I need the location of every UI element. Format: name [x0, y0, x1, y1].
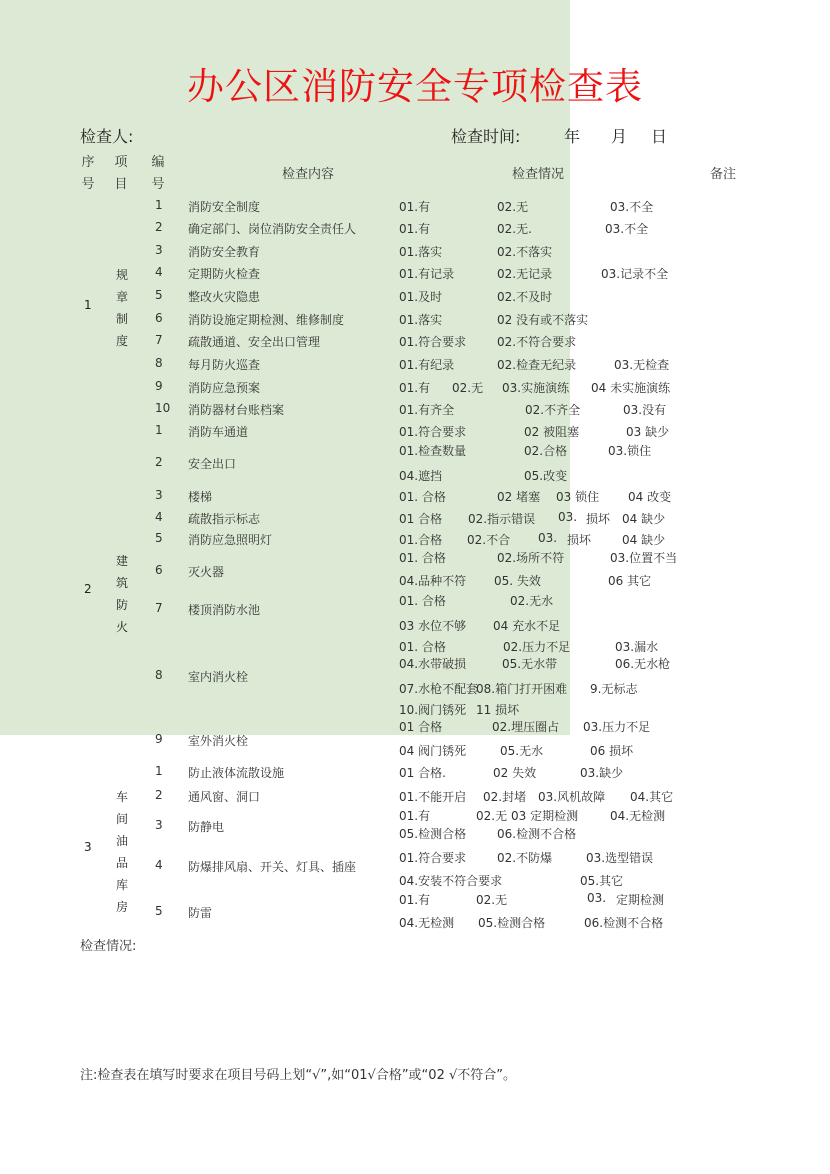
row-content: 灭火器: [188, 565, 225, 579]
section-name-char: 规: [115, 268, 128, 282]
section-name-char: 库: [115, 878, 128, 892]
row-number: 1: [155, 198, 163, 212]
check-option: 01.及时: [399, 290, 443, 304]
check-option: 02.无: [497, 200, 529, 214]
section-name-char: 油: [115, 834, 128, 848]
header-item-char: 目: [114, 177, 128, 192]
row-content: 确定部门、岗位消防安全责任人: [188, 222, 357, 236]
row-number: 4: [155, 510, 163, 524]
check-option: 03.不全: [605, 222, 649, 236]
section-name: [114, 550, 130, 638]
check-option: 01.有: [399, 381, 431, 395]
section-name-char: 章: [115, 290, 128, 304]
section-name-char: 筑: [115, 576, 128, 590]
row-content: 防止液体流散设施: [188, 766, 285, 780]
row-number: 10: [155, 401, 171, 415]
row-number: 4: [155, 858, 163, 872]
check-option: 06.检测不合格: [584, 916, 664, 930]
check-option: 01 合格.: [399, 766, 446, 780]
check-option: 04 缺少: [622, 512, 666, 526]
section-seq: 1: [84, 298, 92, 312]
time-label: 检查时间:: [451, 127, 521, 146]
check-option: 01.有: [399, 200, 431, 214]
check-option: 03.实施演练: [502, 381, 570, 395]
check-option: 02.埋压圈占: [492, 720, 560, 734]
check-option: 02.不落实: [497, 245, 553, 259]
check-option: 损坏: [567, 533, 592, 547]
check-option: 05.无水带: [502, 657, 558, 671]
background-shade: [0, 0, 570, 735]
check-option: 04 改变: [628, 490, 672, 504]
check-option: 9.无标志: [590, 682, 638, 696]
row-number: 9: [155, 732, 163, 746]
row-content: 疏散指示标志: [188, 512, 261, 526]
check-option: 02.不符合要求: [497, 335, 577, 349]
row-content: 整改火灾隐患: [188, 290, 261, 304]
time-month: 月: [611, 127, 628, 146]
section-name: [114, 264, 130, 352]
check-option: 01.落实: [399, 313, 443, 327]
check-option: 02.不防爆: [497, 851, 553, 865]
check-option: 02 失效: [493, 766, 537, 780]
check-option: 04.无检测: [610, 809, 666, 823]
row-content: 室外消火栓: [188, 734, 249, 748]
check-option: 05.无水: [500, 744, 544, 758]
check-option: 03.无检查: [614, 358, 670, 372]
check-option: 03.: [538, 531, 558, 545]
row-content: 疏散通道、安全出口管理: [188, 335, 321, 349]
check-option: 11 损坏: [476, 703, 520, 717]
row-number: 8: [155, 356, 163, 370]
page-title: 办公区消防安全专项检查表: [187, 65, 643, 108]
row-content: 消防安全制度: [188, 200, 261, 214]
row-number: 5: [155, 904, 163, 918]
section-name-char: 防: [115, 598, 128, 612]
check-option: 04 充水不足: [493, 619, 561, 633]
row-number: 7: [155, 333, 163, 347]
row-number: 1: [155, 423, 163, 437]
header-remark: 备注: [710, 167, 737, 182]
section-name-char: 火: [115, 620, 128, 634]
row-number: 7: [155, 601, 163, 615]
check-option: 02.无水: [510, 594, 554, 608]
row-content: 安全出口: [188, 457, 237, 471]
check-option: 01.有记录: [399, 267, 455, 281]
check-option: 03 锁住: [556, 490, 600, 504]
row-number: 9: [155, 379, 163, 393]
check-option: 02.无: [452, 381, 484, 395]
check-option: 05.检测合格: [478, 916, 546, 930]
row-number: 5: [155, 288, 163, 302]
check-option: 01.落实: [399, 245, 443, 259]
check-option: 03 水位不够: [399, 619, 467, 633]
check-option: 01.符合要求: [399, 425, 467, 439]
check-option: 03.: [558, 510, 578, 524]
check-option: 04.其它: [630, 790, 674, 804]
check-option: 05.改变: [524, 469, 568, 483]
section-name: [114, 786, 130, 918]
row-content: 室内消火栓: [188, 670, 249, 684]
header-seq: [80, 152, 96, 196]
check-option: 04.水带破损: [399, 657, 467, 671]
inspector-label: 检查人:: [80, 127, 134, 146]
section-name-char: 品: [115, 856, 128, 870]
row-content: 防雷: [188, 906, 213, 920]
section-name-char: 制: [115, 312, 128, 326]
row-content: 楼梯: [188, 490, 213, 504]
check-option: 03.漏水: [615, 640, 659, 654]
check-option: 03.: [587, 891, 607, 905]
section-name-char: 建: [115, 554, 128, 568]
check-option: 01.符合要求: [399, 851, 467, 865]
check-option: 08.箱门打开困难: [476, 682, 568, 696]
findings-label: 检查情况:: [80, 939, 137, 954]
row-number: 3: [155, 243, 163, 257]
header-status: 检查情况: [512, 167, 565, 182]
check-option: 04.安装不符合要求: [399, 874, 503, 888]
header-code: [150, 152, 166, 196]
time-day: 日: [651, 127, 668, 146]
row-content: 消防安全教育: [188, 245, 261, 259]
row-number: 6: [155, 563, 163, 577]
check-option: 01. 合格: [399, 640, 446, 654]
check-option: 02.无.: [497, 222, 532, 236]
section-name-char: 房: [115, 900, 128, 914]
row-number: 1: [155, 764, 163, 778]
row-number: 8: [155, 668, 163, 682]
check-option: 02.无: [476, 893, 508, 907]
row-number: 5: [155, 531, 163, 545]
check-option: 03.不全: [610, 200, 654, 214]
header-item-char: 项: [114, 155, 128, 170]
check-option: 03.压力不足: [583, 720, 651, 734]
check-option: 03.选型错误: [586, 851, 654, 865]
check-option: 01.有纪录: [399, 358, 455, 372]
check-option: 01. 合格: [399, 551, 446, 565]
check-option: 损坏: [586, 512, 611, 526]
section-name-char: 车: [115, 790, 128, 804]
row-number: 2: [155, 455, 163, 469]
check-option: 02 堵塞: [497, 490, 541, 504]
row-content: 通风窗、洞口: [188, 790, 261, 804]
check-option: 04.无检测: [399, 916, 455, 930]
check-option: 05.其它: [580, 874, 624, 888]
check-option: 04 阀门锈死: [399, 744, 467, 758]
row-content: 楼顶消防水池: [188, 603, 261, 617]
header-seq-char: 序: [81, 155, 95, 170]
check-option: 06.无水枪: [615, 657, 671, 671]
check-option: 05.检测合格: [399, 827, 467, 841]
check-option: 02 被阻塞: [524, 425, 580, 439]
check-option: 05. 失效: [494, 574, 541, 588]
check-option: 04.品种不符: [399, 574, 467, 588]
row-content: 定期防火检查: [188, 267, 261, 281]
check-option: 03.位置不当: [610, 551, 678, 565]
row-content: 消防车通道: [188, 425, 249, 439]
header-item: [113, 152, 129, 196]
check-option: 01 合格: [399, 720, 443, 734]
row-content: 消防应急照明灯: [188, 533, 273, 547]
header-code-char: 号: [151, 177, 165, 192]
check-option: 02.压力不足: [503, 640, 571, 654]
check-option: 04 未实施演练: [591, 381, 671, 395]
row-number: 3: [155, 818, 163, 832]
check-option: 02.指示错误: [468, 512, 536, 526]
check-option: 04.遮挡: [399, 469, 443, 483]
check-option: 03.锁住: [608, 444, 652, 458]
check-option: 02.检查无纪录: [497, 358, 577, 372]
check-option: 02.不合: [467, 533, 511, 547]
time-year: 年: [564, 127, 581, 146]
row-number: 3: [155, 488, 163, 502]
row-content: 消防应急预案: [188, 381, 261, 395]
check-option: 03.记录不全: [601, 267, 669, 281]
check-option: 02.合格: [524, 444, 568, 458]
check-option: 02.不及时: [497, 290, 553, 304]
check-option: 02 没有或不落实: [497, 313, 589, 327]
check-option: 01.合格: [399, 533, 443, 547]
check-option: 01.有: [399, 222, 431, 236]
row-number: 4: [155, 265, 163, 279]
check-option: 03 定期检测: [511, 809, 579, 823]
check-option: 01.有: [399, 809, 431, 823]
check-option: 01.符合要求: [399, 335, 467, 349]
section-seq: 2: [84, 582, 92, 596]
check-option: 10.阀门锈死: [399, 703, 467, 717]
check-option: 06 其它: [608, 574, 652, 588]
check-option: 07.水枪不配套: [399, 682, 479, 696]
check-option: 03.没有: [623, 403, 667, 417]
check-option: 02.场所不符: [497, 551, 565, 565]
check-option: 定期检测: [616, 893, 665, 907]
row-content: 消防器材台账档案: [188, 403, 285, 417]
footnote: 注:检查表在填写时要求在项目号码上划“√”,如“01√合格”或“02 √不符合”。: [80, 1068, 516, 1083]
row-content: 防静电: [188, 820, 225, 834]
row-number: 6: [155, 311, 163, 325]
header-content: 检查内容: [282, 167, 335, 182]
check-option: 01.不能开启: [399, 790, 467, 804]
check-option: 03 缺少: [626, 425, 670, 439]
check-option: 01 合格: [399, 512, 443, 526]
check-option: 03.缺少: [580, 766, 624, 780]
check-option: 02.不齐全: [525, 403, 581, 417]
row-number: 2: [155, 788, 163, 802]
check-option: 01.有齐全: [399, 403, 455, 417]
header-seq-char: 号: [81, 177, 95, 192]
check-option: 06.检测不合格: [497, 827, 577, 841]
check-option: 02.无: [476, 809, 508, 823]
check-option: 04 缺少: [622, 533, 666, 547]
check-option: 06 损坏: [590, 744, 634, 758]
row-number: 2: [155, 220, 163, 234]
row-content: 防爆排风扇、开关、灯具、插座: [188, 860, 357, 874]
check-option: 01.检查数量: [399, 444, 467, 458]
row-content: 每月防火巡查: [188, 358, 261, 372]
section-name-char: 间: [115, 812, 128, 826]
check-option: 02.封堵: [483, 790, 527, 804]
section-name-char: 度: [115, 334, 128, 348]
check-option: 03.风机故障: [538, 790, 606, 804]
check-option: 01.有: [399, 893, 431, 907]
check-option: 02.无记录: [497, 267, 553, 281]
row-content: 消防设施定期检测、维修制度: [188, 313, 345, 327]
header-code-char: 编: [151, 155, 165, 170]
section-seq: 3: [84, 840, 92, 854]
check-option: 01. 合格: [399, 594, 446, 608]
check-option: 01. 合格: [399, 490, 446, 504]
